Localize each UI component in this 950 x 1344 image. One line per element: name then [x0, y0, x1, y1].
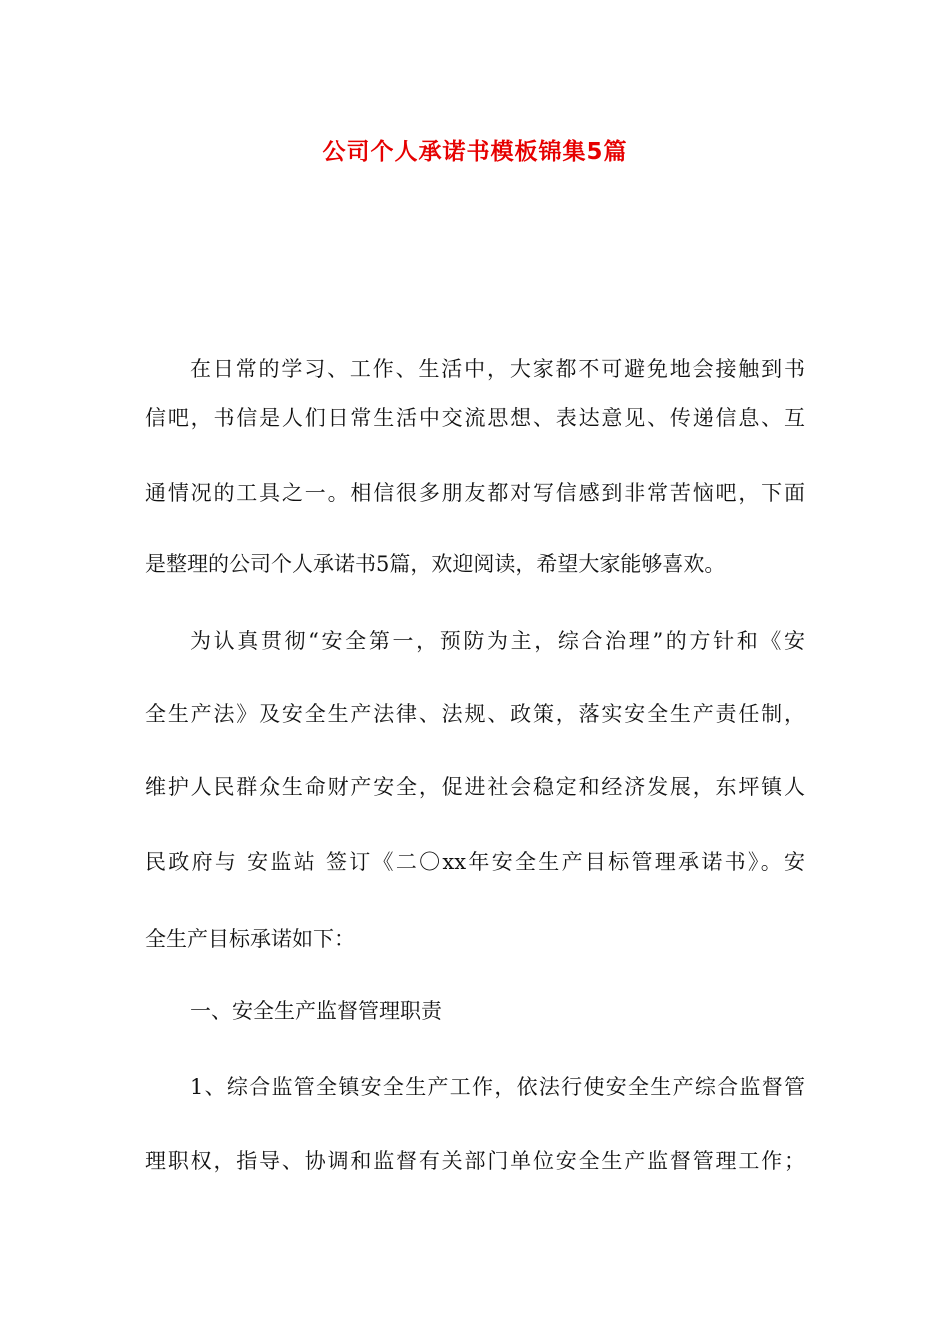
- paragraph-line: 为认真贯彻“安全第一，预防为主，综合治理”的方针和《安: [190, 629, 805, 653]
- section-heading: 一、安全生产监督管理职责: [190, 999, 442, 1023]
- document-title: 公司个人承诺书模板锦集5篇: [322, 139, 628, 165]
- paragraph-line: 民政府与 安监站 签订《二〇xx年安全生产目标管理承诺书》。安: [145, 850, 805, 874]
- paragraph-line: 是整理的公司个人承诺书5篇，欢迎阅读，希望大家能够喜欢。: [145, 552, 726, 576]
- paragraph-line: 维护人民群众生命财产安全，促进社会稳定和经济发展，东坪镇人: [145, 775, 805, 799]
- paragraph-line: 全生产目标承诺如下：: [145, 927, 355, 951]
- paragraph-line: 信吧，书信是人们日常生活中交流思想、表达意见、传递信息、互: [145, 406, 805, 430]
- paragraph-line: 在日常的学习、工作、生活中，大家都不可避免地会接触到书: [190, 357, 805, 381]
- paragraph-line: 通情况的工具之一。相信很多朋友都对写信感到非常苦恼吧，下面: [145, 481, 805, 505]
- paragraph-line: 理职权，指导、协调和监督有关部门单位安全生产监督管理工作；: [145, 1149, 805, 1173]
- paragraph-line: 1、综合监管全镇安全生产工作，依法行使安全生产综合监督管: [190, 1075, 805, 1099]
- paragraph-line: 全生产法》及安全生产法律、法规、政策，落实安全生产责任制，: [145, 702, 805, 726]
